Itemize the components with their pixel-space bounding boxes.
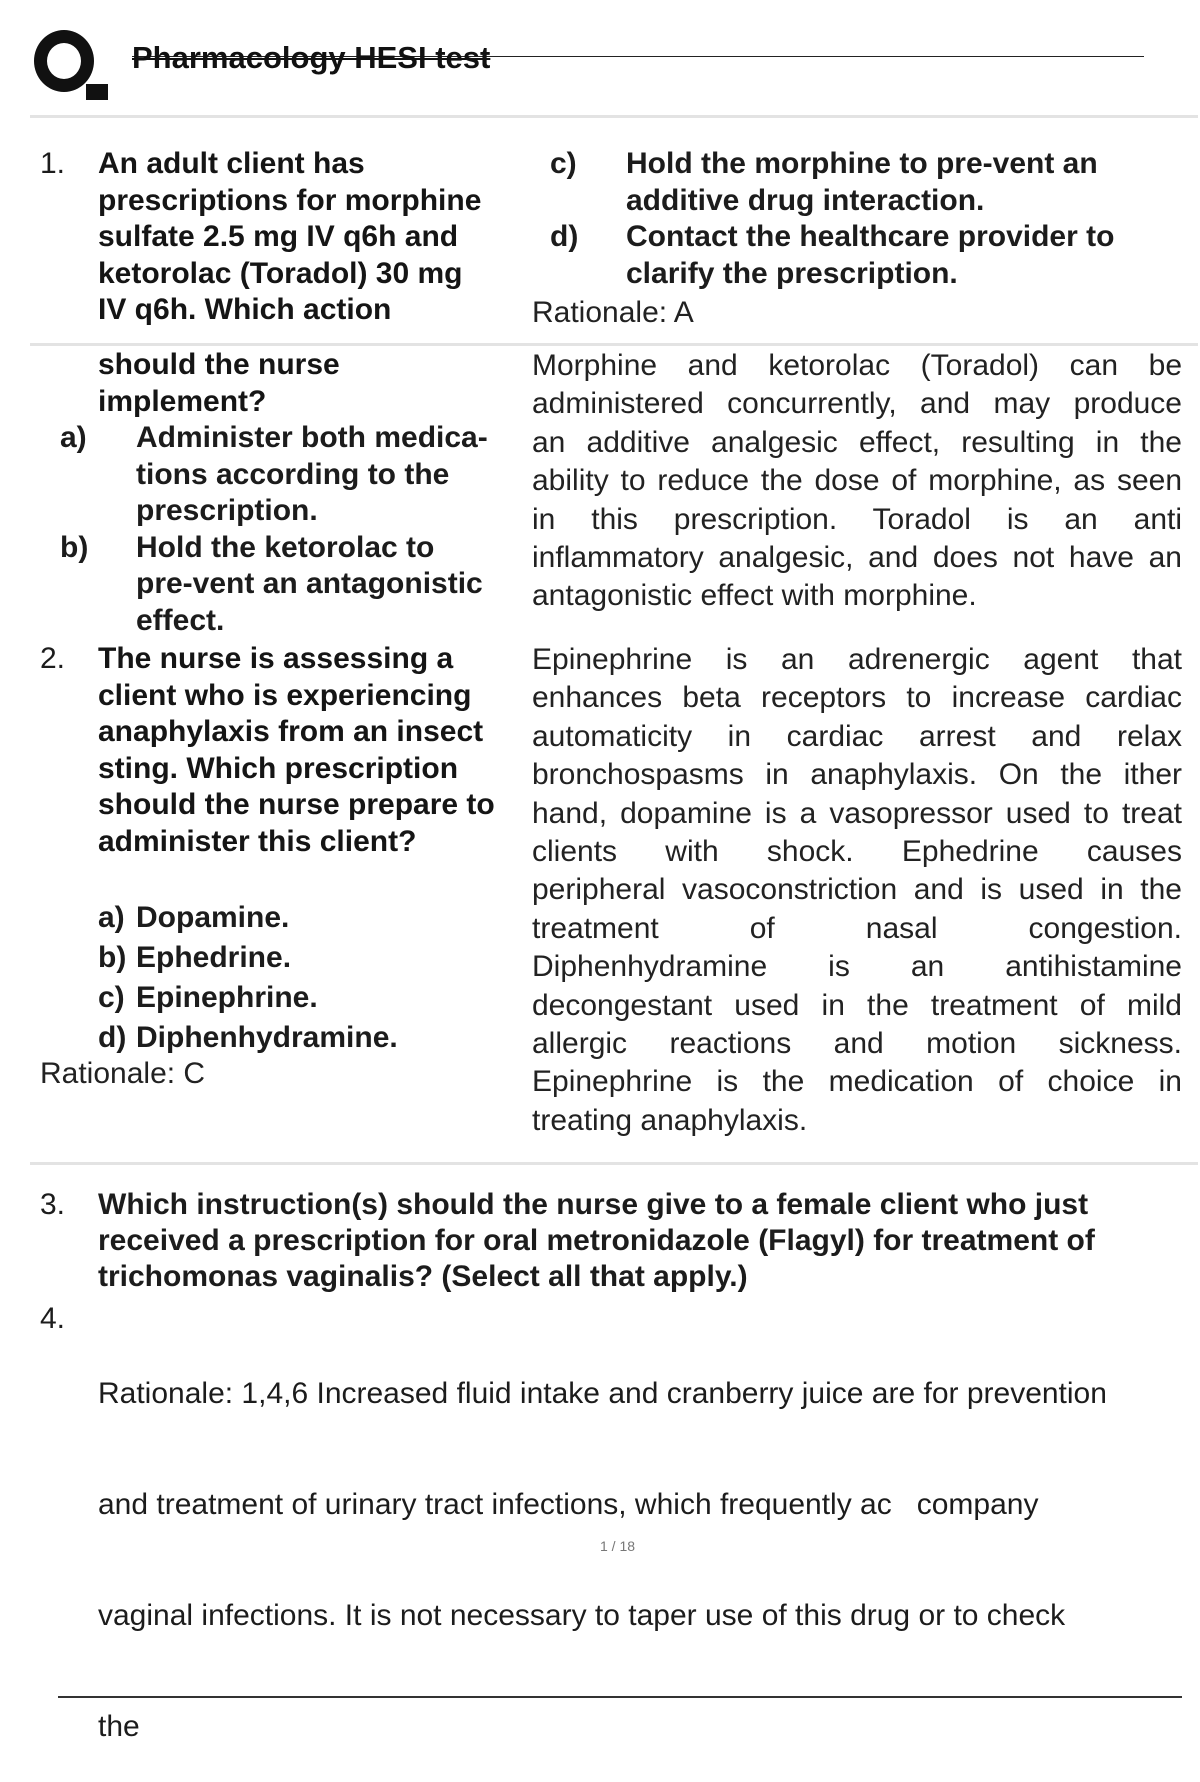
rationale-line: allergic reactions and motion sickness. [532,1027,1182,1061]
rationale-line: automaticity in cardiac arrest and relax [532,719,1182,753]
option-label: a) [98,901,125,934]
stem-line: prescriptions for morphine [98,183,482,217]
rationale-line: treatment of nasal congestion. [532,911,1182,945]
rationale-line: the [98,1710,140,1743]
rationale-line: enhances beta receptors to increase cardiac [532,681,1182,715]
option-c [550,146,1188,219]
option-text: Epinephrine. [136,981,318,1014]
stem-line: sting. Which prescription [98,751,459,785]
stem-line: anaphylaxis from an insect [98,715,484,748]
rationale-line: peripheral vasoconstriction and is used in the [532,873,1182,907]
option-text: Contact the healthcare provider to [626,220,1115,253]
stem-line: ketorolac (Toradol) 30 mg [98,256,463,290]
question-1-stem-top [98,146,528,329]
bottom-rule [58,1696,1182,1698]
question-1-rationale [532,347,1182,616]
rationale-line: an additive analgesic effect, resulting in the [532,425,1182,459]
option-label: c) [550,147,577,180]
option-d [98,1018,528,1058]
option-c [98,978,528,1018]
divider [30,1162,1198,1165]
divider [30,115,1198,118]
option-text: Diphenhydramine. [136,1021,398,1054]
question-number: 1. [40,147,66,180]
stem-line: administer this client? [98,824,417,858]
rationale-line: Rationale: 1,4,6 Increased fluid intake and cranberry juice are for prevention [98,1377,1107,1410]
option-text: Dopamine. [136,901,290,934]
question-2-options [98,898,528,1058]
option-text: Administer both medica- [136,421,488,454]
rationale-line: administered concurrently, and may produce [532,387,1182,421]
option-text: Hold the morphine to pre-vent an [626,147,1098,180]
rationale-label: Rationale: A [532,296,694,329]
rationale-line: treating anaphylaxis. [532,1103,808,1137]
question-1-options-ab [60,420,528,639]
rationale-line: vaginal infections. It is not necessary to taper use of this drug or to check [98,1599,1066,1632]
rationale-line: bronchospasms in anaphylaxis. On the ither [532,758,1182,792]
question-3-stem [98,1187,1188,1295]
logo-icon [34,30,94,92]
question-number: 3. [40,1188,66,1221]
stem-line: client who is experiencing [98,678,472,712]
rationale-line: Diphenhydramine is an antihistamine [532,950,1182,984]
page-number: 1 / 18 [599,1538,636,1554]
stem-line: Which instruction(s) should the nurse give to a female client who just [98,1188,1089,1221]
stem-line: implement? [98,384,267,418]
question-number: 4. [40,1302,66,1335]
option-text: prescription. [136,494,318,527]
option-b [60,530,528,640]
stem-line: The nurse is assessing a [98,642,454,675]
option-label: d) [98,1021,127,1054]
option-text: Hold the ketorolac to [136,530,435,564]
stem-line: An adult client has [98,147,365,180]
option-text: effect. [136,603,225,637]
question-number: 2. [40,642,66,675]
document-title: Pharmacology HESI test [132,40,491,75]
rationale-line: Morphine and ketorolac (Toradol) can be [532,349,1182,382]
rationale-line: clients with shock. Ephedrine causes [532,835,1182,869]
stem-line: received a prescription for oral metronidazole (Flagyl) for treatment of [98,1224,1095,1257]
rationale-line: ability to reduce the dose of morphine, as seen [532,464,1182,498]
question-1-stem-bottom [98,347,528,420]
question-2-rationale [532,641,1182,1140]
stem-line: should the nurse [98,348,340,381]
rationale-line: Epinephrine is the medication of choice in [532,1065,1182,1099]
rationale-line: decongestant used in the treatment of mild [532,988,1182,1022]
stem-line: IV q6h. Which action [98,293,392,326]
rationale-line: in this prescription. Toradol is an anti [532,502,1182,536]
option-label: c) [98,981,125,1014]
rationale-line: inflammatory analgesic, and does not have an [532,541,1182,575]
divider [30,343,1198,346]
question-2-stem [98,641,532,860]
option-label: d) [550,220,579,253]
option-label: b) [60,530,89,564]
rationale-line: antagonistic effect with morphine. [532,579,977,613]
option-b [98,938,528,978]
option-text: clarify the prescription. [626,256,958,290]
option-a [98,898,528,938]
option-label: a) [60,421,87,454]
question-1-options-cd [550,146,1188,292]
stem-line: trichomonas vaginalis? (Select all that apply.) [98,1260,748,1293]
rationale-line: hand, dopamine is a vasopressor used to treat [532,796,1182,830]
option-text: Ephedrine. [136,941,292,974]
rationale-line: and treatment of urinary tract infections, which frequently ac company [98,1488,1039,1521]
option-d [550,219,1188,292]
logo-icon-tail [86,84,108,100]
stem-line: sulfate 2.5 mg IV q6h and [98,220,459,253]
option-text: pre-vent an antagonistic [136,567,483,600]
option-label: b) [98,941,127,974]
stem-line: should the nurse prepare to [98,788,495,821]
option-text: additive drug interaction. [626,183,985,217]
rationale-line: Epinephrine is an adrenergic agent that [532,643,1182,676]
option-a [60,420,528,530]
option-text: tions according to the [136,457,450,491]
rationale-label: Rationale: C [40,1057,206,1090]
